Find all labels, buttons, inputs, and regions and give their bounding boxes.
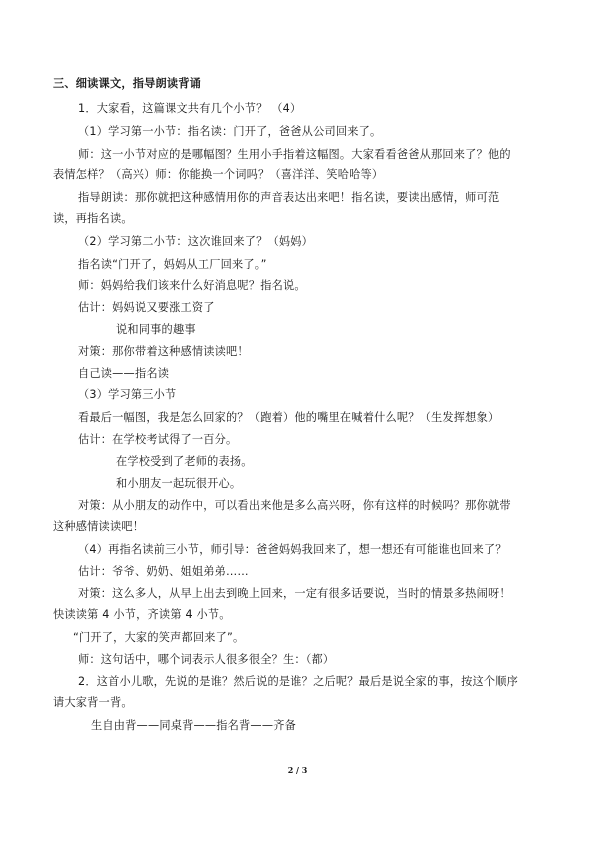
- subsection-4: （4）再指名读前三小节，师引导：爸爸妈妈我回来了，想一想还有可能谁也回来了？: [78, 543, 507, 556]
- question-2: 2．这首小儿歌，先说的是谁？然后说的是谁？之后呢？最后是说全家的事，按这个顺序: [78, 675, 519, 688]
- subsection-3: （3）学习第三小节: [78, 388, 177, 401]
- paragraph-line: 表情怎样？（高兴）师：你能换一个词吗？（喜洋洋、笑哈哈等）: [53, 168, 384, 181]
- paragraph-line: 和小朋友一起玩很开心。: [116, 477, 242, 490]
- paragraph-line: 读，再指名读。: [53, 212, 133, 225]
- paragraph-line: 快读读第 4 小节，齐读第 4 小节。: [53, 608, 231, 621]
- paragraph-line: 看最后一幅图，我是怎么回家的？（跑着）他的嘴里在喊着什么呢？（生发挥想象）: [78, 411, 500, 424]
- paragraph-line: 在学校受到了老师的表扬。: [116, 455, 253, 468]
- paragraph-line: 说和同事的趣事: [116, 323, 196, 336]
- page-number: 2 / 3: [287, 765, 308, 775]
- paragraph-line: 请大家背一背。: [53, 696, 133, 709]
- paragraph-line: 对策：这么多人，从早上出去到晚上回来，一定有很多话要说，当时的情景多热闹呀！: [78, 587, 511, 600]
- paragraph-line: 指导朗读：那你就把这种感情用你的声音表达出来吧！指名读，要读出感情，师可范: [78, 191, 500, 204]
- paragraph-line: 对策：从小朋友的动作中，可以看出来他是多么高兴呀，你有这样的时候吗？那你就带: [78, 499, 511, 512]
- question-1: 1．大家看，这篇课文共有几个小节？ （4）: [78, 102, 302, 115]
- paragraph-line: 生自由背——同桌背——指名背——齐备: [91, 719, 296, 732]
- paragraph-line: 自己读——指名读: [78, 367, 170, 380]
- paragraph-line: 估计：在学校考试得了一百分。: [78, 433, 238, 446]
- paragraph-line: 师：这一小节对应的是哪幅图？生用小手指着这幅图。大家看看爸爸从那回来了？他的: [78, 148, 511, 161]
- paragraph-line: 这种感情读读吧！: [53, 520, 145, 533]
- paragraph-line: 指名读“门开了，妈妈从工厂回来了。”: [78, 258, 267, 271]
- paragraph-line: 估计：爷爷、奶奶、姐姐弟弟……: [78, 565, 249, 578]
- paragraph-line: 估计：妈妈说又要涨工资了: [78, 301, 215, 314]
- paragraph-line: 对策：那你带着这种感情读读吧！: [78, 345, 249, 358]
- subsection-2: （2）学习第二小节：这次谁回来了？（妈妈）: [78, 235, 314, 248]
- paragraph-line: 师：妈妈给我们该来什么好消息呢？指名说。: [78, 279, 306, 292]
- subsection-1: （1）学习第一小节：指名读：门开了，爸爸从公司回来了。: [78, 125, 382, 138]
- paragraph-line: 师：这句话中，哪个词表示人很多很全？生：（都）: [78, 653, 335, 666]
- section-heading: 三、细读课文，指导朗读背诵: [53, 77, 202, 90]
- paragraph-line: “门开了，大家的笑声都回来了”。: [73, 631, 245, 644]
